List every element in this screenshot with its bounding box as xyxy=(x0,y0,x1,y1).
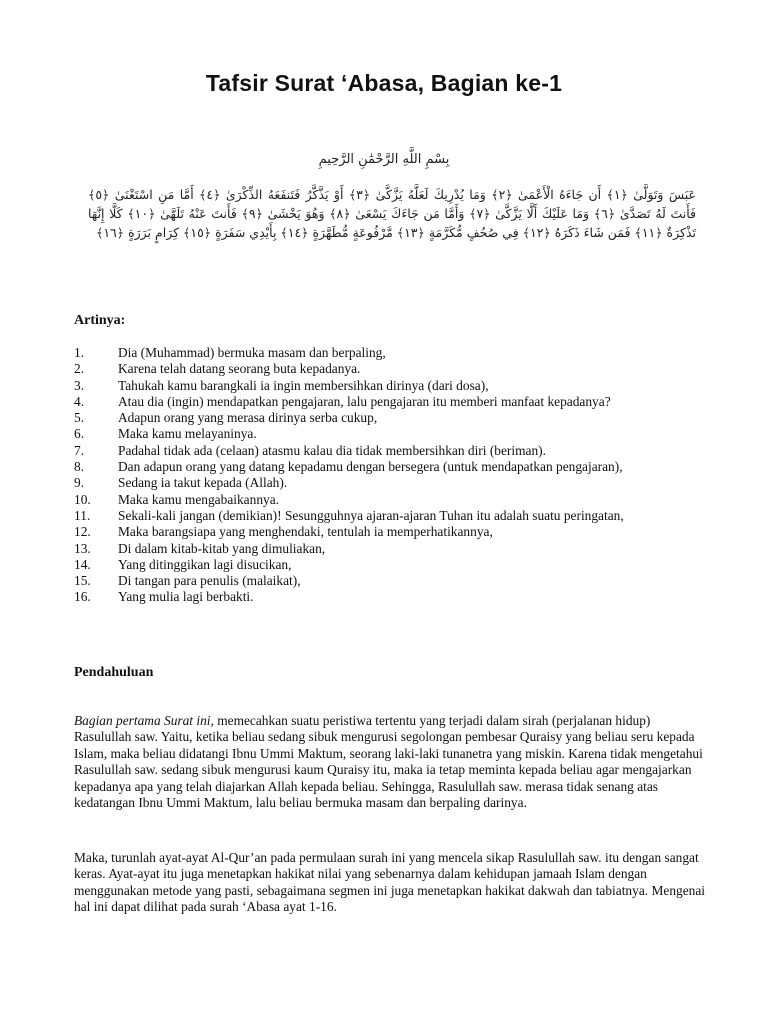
translation-text: Karena telah datang seorang buta kepadanya. xyxy=(118,361,361,377)
translation-item xyxy=(74,475,704,491)
translation-item xyxy=(74,345,704,361)
translation-number: 11. xyxy=(74,507,91,523)
translation-item xyxy=(74,541,704,557)
translation-number: 16. xyxy=(74,589,91,605)
translation-text: Maka kamu mengabaikannya. xyxy=(118,491,280,507)
intro-paragraph-1 xyxy=(74,713,706,811)
translation-text: Adapun orang yang merasa dirinya serba cukup, xyxy=(118,410,378,426)
translation-item xyxy=(74,378,704,394)
translation-number: 1. xyxy=(74,345,85,360)
translation-number: 4. xyxy=(74,393,85,409)
translation-list xyxy=(74,345,704,606)
translation-item xyxy=(74,410,704,426)
document-title: Tafsir Surat ‘Abasa, Bagian ke-1 xyxy=(205,70,563,96)
translation-item xyxy=(74,492,704,508)
translation-text: Sedang ia takut kepada (Allah). xyxy=(118,475,288,491)
translation-number: 2. xyxy=(74,361,85,377)
translation-text: Tahukah kamu barangkali ia ingin membersihkan dirinya (dari dosa), xyxy=(118,377,489,393)
artinya-heading: Artinya: xyxy=(74,313,126,328)
translation-text: Atau dia (ingin) mendapatkan pengajaran, lalu pengajaran itu memberi manfaat kepadanya? xyxy=(118,393,611,409)
translation-text: Dia (Muhammad) bermuka masam dan berpaling, xyxy=(118,345,386,360)
translation-number: 6. xyxy=(74,426,85,442)
translation-item xyxy=(74,443,704,459)
translation-item xyxy=(74,508,704,524)
intro-italic-lead: Bagian pertama Surat ini, xyxy=(74,713,214,728)
translation-text: Maka kamu melayaninya. xyxy=(118,426,257,442)
translation-number: 5. xyxy=(74,410,85,426)
translation-number: 10. xyxy=(74,491,91,507)
translation-text: Yang ditinggikan lagi disucikan, xyxy=(118,556,292,572)
translation-item xyxy=(74,557,704,573)
translation-text: Di tangan para penulis (malaikat), xyxy=(118,573,301,589)
translation-number: 14. xyxy=(74,556,91,572)
translation-number: 3. xyxy=(74,377,85,393)
translation-text: Yang mulia lagi berbakti. xyxy=(118,589,254,605)
translation-item xyxy=(74,589,704,605)
translation-number: 8. xyxy=(74,459,85,475)
translation-number: 15. xyxy=(74,573,91,589)
translation-text: Padahal tidak ada (celaan) atasmu kalau dia tidak membersihkan diri (beriman). xyxy=(118,442,546,458)
pendahuluan-heading: Pendahuluan xyxy=(74,665,154,680)
translation-text: Di dalam kitab-kitab yang dimuliakan, xyxy=(118,540,326,556)
translation-item xyxy=(74,394,704,410)
translation-item xyxy=(74,426,704,442)
intro-paragraph-2: Maka, turunlah ayat-ayat Al-Qur’an pada permulaan surah ini yang mencela sikap Rasulullah saw. itu dengan sangat keras. Ayat-ayat itu juga menetapkan hakikat nilai yang sebenarnya dalam kehidupan jamaah Islam dengan menggunakan metode yang pasti, sebagaimana segmen ini juga menetapkan hakikat dakwah dan tabiatnya. Mengenai hal ini dapat dilihat pada surah ‘Abasa ayat 1-16. xyxy=(74,850,706,915)
translation-text: Dan adapun orang yang datang kepadamu dengan bersegera (untuk mendapatkan pengajaran), xyxy=(118,459,623,475)
translation-item xyxy=(74,459,704,475)
translation-number: 9. xyxy=(74,475,85,491)
translation-number: 13. xyxy=(74,540,91,556)
translation-number: 12. xyxy=(74,524,91,540)
translation-text: Sekali-kali jangan (demikian)! Sesungguhnya ajaran-ajaran Tuhan itu adalah suatu peringatan, xyxy=(118,507,624,523)
translation-item xyxy=(74,361,704,377)
intro-paragraph-1-text: memecahkan suatu peristiwa tertentu yang terjadi dalam sirah (perjalanan hidup) Rasulullah saw. Yaitu, ketika beliau sedang sibuk mengurusi segolongan pembesar Quraisy yang beliau seru kepada Islam, maka beliau didatangi Ibnu Ummi Maktum, seorang laki-laki tunanetra yang miskin. Karena tidak mengetahui Rasulullah saw. sedang sibuk mengurusi kaum Quraisy itu, maka ia tetap meminta kepada beliau agar mengajarkan kepadanya apa yang telah diajarkan Allah kepada beliau. Sehingga, Rasulullah saw. merasa tidak senang atas kedatangan Ibnu Ummi Maktum, lalu beliau bermuka masam dan berpaling darinya. xyxy=(74,713,703,811)
arabic-verses: عَبَسَ وَتَوَلَّىٰ ﴿١﴾ أَن جَاءَهُ الْأَعْمَىٰ ﴿٢﴾ وَمَا يُدْرِيكَ لَعَلَّهُ يَزَّكَّىٰ ﴿٣﴾ أَوْ يَذَّكَّرُ فَتَنفَعَهُ الذِّكْرَىٰ ﴿٤﴾ أَمَّا مَنِ اسْتَغْنَىٰ ﴿٥﴾ فَأَنتَ لَهُ تَصَدَّىٰ ﴿٦﴾ وَمَا عَلَيْكَ أَلَّا يَزَّكَّىٰ ﴿٧﴾ وَأَمَّا مَن جَاءَكَ يَسْعَىٰ ﴿٨﴾ وَهُوَ يَخْشَىٰ ﴿٩﴾ فَأَنتَ عَنْهُ تَلَهَّىٰ ﴿١٠﴾ كَلَّا إِنَّهَا تَذْكِرَةٌ ﴿١١﴾ فَمَن شَاءَ ذَكَرَهُ ﴿١٢﴾ فِي صُحُفٍ مُّكَرَّمَةٍ ﴿١٣﴾ مَّرْفُوعَةٍ مُّطَهَّرَةٍ ﴿١٤﴾ بِأَيْدِي سَفَرَةٍ ﴿١٥﴾ كِرَامٍ بَرَرَةٍ ﴿١٦﴾ xyxy=(88,187,697,240)
translation-number: 7. xyxy=(74,442,85,458)
basmala-text: بِسْمِ اللَّهِ الرَّحْمَٰنِ الرَّحِيمِ xyxy=(318,152,450,167)
translation-item xyxy=(74,573,704,589)
translation-text: Maka barangsiapa yang menghendaki, tentulah ia memperhatikannya, xyxy=(118,524,493,540)
translation-item xyxy=(74,524,704,540)
